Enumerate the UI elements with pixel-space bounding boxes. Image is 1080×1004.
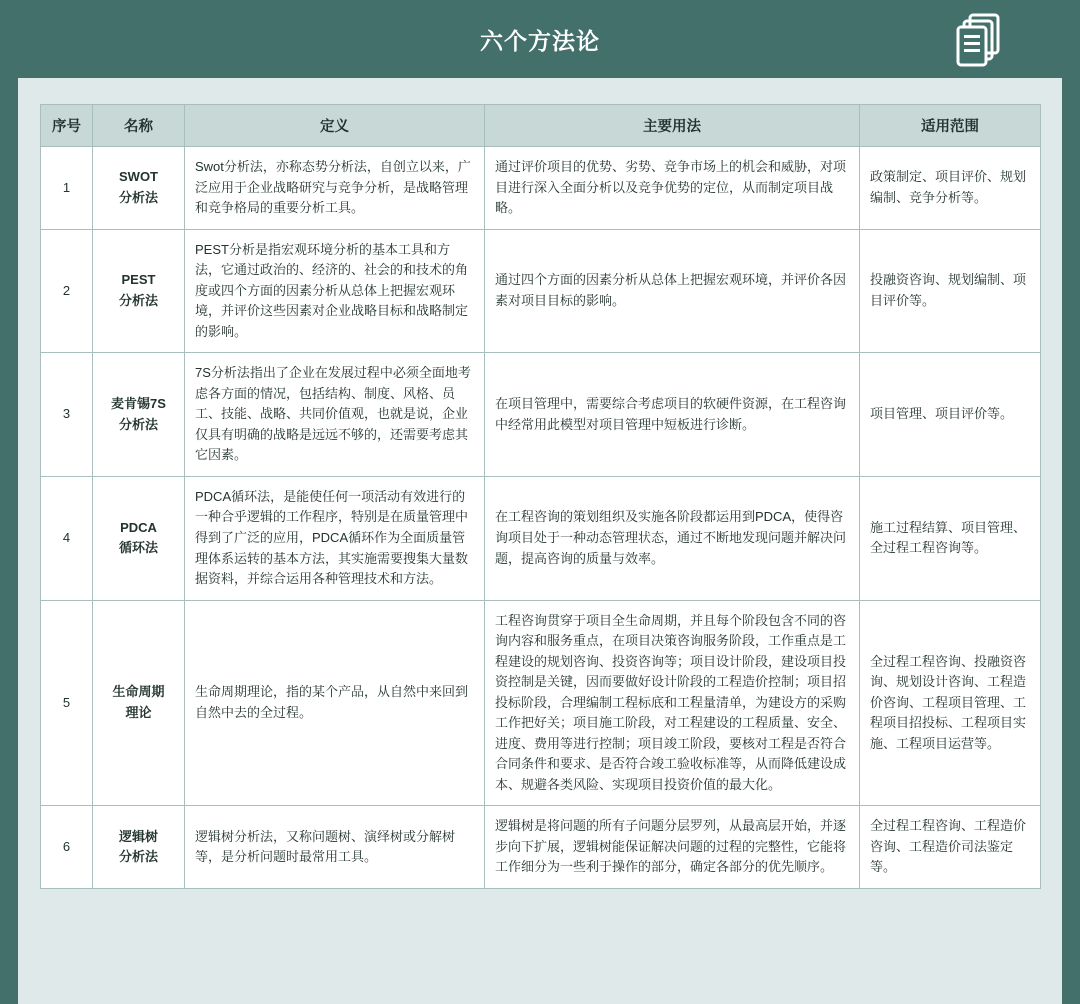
column-header-usage: 主要用法 [485, 105, 860, 147]
content-card [18, 78, 1062, 1004]
row-number: 6 [41, 806, 93, 889]
row-scope: 全过程工程咨询、投融资咨询、规划设计咨询、工程造价咨询、工程项目管理、工程项目招投标、工程项目实施、工程项目运营等。 [860, 600, 1041, 806]
row-name-line2: 分析法 [118, 849, 158, 865]
row-name-line1: PEST [121, 272, 156, 288]
row-definition: 生命周期理论，指的某个产品，从自然中来回到自然中去的全过程。 [185, 600, 485, 806]
page-header [18, 0, 1062, 78]
column-header-definition: 定义 [185, 105, 485, 147]
column-header-no: 序号 [41, 105, 93, 147]
row-name-line2: 循环法 [118, 540, 158, 556]
documents-stack-icon [954, 11, 1010, 67]
row-usage: 通过评价项目的优势、劣势、竞争市场上的机会和威胁，对项目进行深入全面分析以及竞争优势的定位，从而制定项目战略。 [485, 147, 860, 230]
row-number: 3 [41, 353, 93, 477]
column-header-scope: 适用范围 [860, 105, 1041, 147]
row-definition: 逻辑树分析法，又称问题树、演绎树或分解树等，是分析问题时最常用工具。 [185, 806, 485, 889]
row-scope: 政策制定、项目评价、规划编制、竞争分析等。 [860, 147, 1041, 230]
table-row [41, 600, 1041, 806]
table-header-row [41, 105, 1041, 147]
row-name [93, 229, 185, 353]
row-name-line2: 分析法 [118, 189, 158, 205]
row-name [93, 353, 185, 477]
row-usage: 工程咨询贯穿于项目全生命周期，并且每个阶段包含不同的咨询内容和服务重点，在项目决策咨询服务阶段，工作重点是工程建设的规划咨询、投资咨询等；项目设计阶段，建设项目投资控制是关键，因而要做好设计阶段的工程造价控制；项目招投标阶段，合理编制工程标底和工程量清单，为建设方的采购工作把好关；项目施工阶段，对工程建设的工程质量、安全、进度、费用等进行控制；项目竣工阶段，要核对工程是否符合合同条件和要求、是否符合竣工验收标准等，从而降低建设成本、规避各类风险、实现项目投资价值的最大化。 [485, 600, 860, 806]
row-scope: 投融资咨询、规划编制、项目评价等。 [860, 229, 1041, 353]
row-number: 5 [41, 600, 93, 806]
row-usage: 通过四个方面的因素分析从总体上把握宏观环境，并评价各因素对项目目标的影响。 [485, 229, 860, 353]
row-name-line2: 理论 [125, 704, 152, 720]
row-name-line1: PDCA [120, 519, 157, 535]
row-usage: 在工程咨询的策划组织及实施各阶段都运用到PDCA，使得咨询项目处于一种动态管理状态，通过不断地发现问题并解决问题，提高咨询的质量与效率。 [485, 476, 860, 600]
row-usage: 逻辑树是将问题的所有子问题分层罗列，从最高层开始，并逐步向下扩展，逻辑树能保证解决问题的过程的完整性，它能将工作细分为一些利于操作的部分，确定各部分的优先顺序。 [485, 806, 860, 889]
row-name-line1: SWOT [119, 169, 158, 185]
row-number: 1 [41, 147, 93, 230]
row-definition: 7S分析法指出了企业在发展过程中必须全面地考虑各方面的情况，包括结构、制度、风格、员工、技能、战略、共同价值观，也就是说，企业仅具有明确的战略是远远不够的，还需要考虑其它因素。 [185, 353, 485, 477]
table-row [41, 806, 1041, 889]
row-number: 2 [41, 229, 93, 353]
column-header-name: 名称 [93, 105, 185, 147]
row-scope: 施工过程结算、项目管理、全过程工程咨询等。 [860, 476, 1041, 600]
row-name-line1: 逻辑树 [118, 828, 158, 844]
row-definition: PEST分析是指宏观环境分析的基本工具和方法，它通过政治的、经济的、社会的和技术的角度或四个方面的因素分析从总体上把握宏观环境，并评价这些因素对企业战略目标和战略制定的影响。 [185, 229, 485, 353]
row-definition: Swot分析法，亦称态势分析法，自创立以来，广泛应用于企业战略研究与竞争分析，是战略管理和竞争格局的重要分析工具。 [185, 147, 485, 230]
row-usage: 在项目管理中，需要综合考虑项目的软硬件资源，在工程咨询中经常用此模型对项目管理中短板进行诊断。 [485, 353, 860, 477]
row-name [93, 600, 185, 806]
row-name-line1: 麦肯锡7S [111, 396, 166, 412]
row-number: 4 [41, 476, 93, 600]
row-scope: 项目管理、项目评价等。 [860, 353, 1041, 477]
row-scope: 全过程工程咨询、工程造价咨询、工程造价司法鉴定等。 [860, 806, 1041, 889]
table-row [41, 353, 1041, 477]
methods-table [40, 104, 1041, 889]
row-definition: PDCA循环法，是能使任何一项活动有效进行的一种合乎逻辑的工作程序，特别是在质量管理中得到了广泛的应用，PDCA循环作为全面质量管理体系运转的基本方法，其实施需要搜集大量数据资料，并综合运用各种管理技术和方法。 [185, 476, 485, 600]
table-row [41, 147, 1041, 230]
row-name [93, 476, 185, 600]
row-name-line2: 分析法 [118, 292, 158, 308]
table-row [41, 476, 1041, 600]
table-row [41, 229, 1041, 353]
row-name [93, 806, 185, 889]
row-name-line2: 分析法 [118, 416, 158, 432]
row-name-line1: 生命周期 [112, 684, 165, 700]
page-title: 六个方法论 [480, 27, 600, 54]
row-name [93, 147, 185, 230]
